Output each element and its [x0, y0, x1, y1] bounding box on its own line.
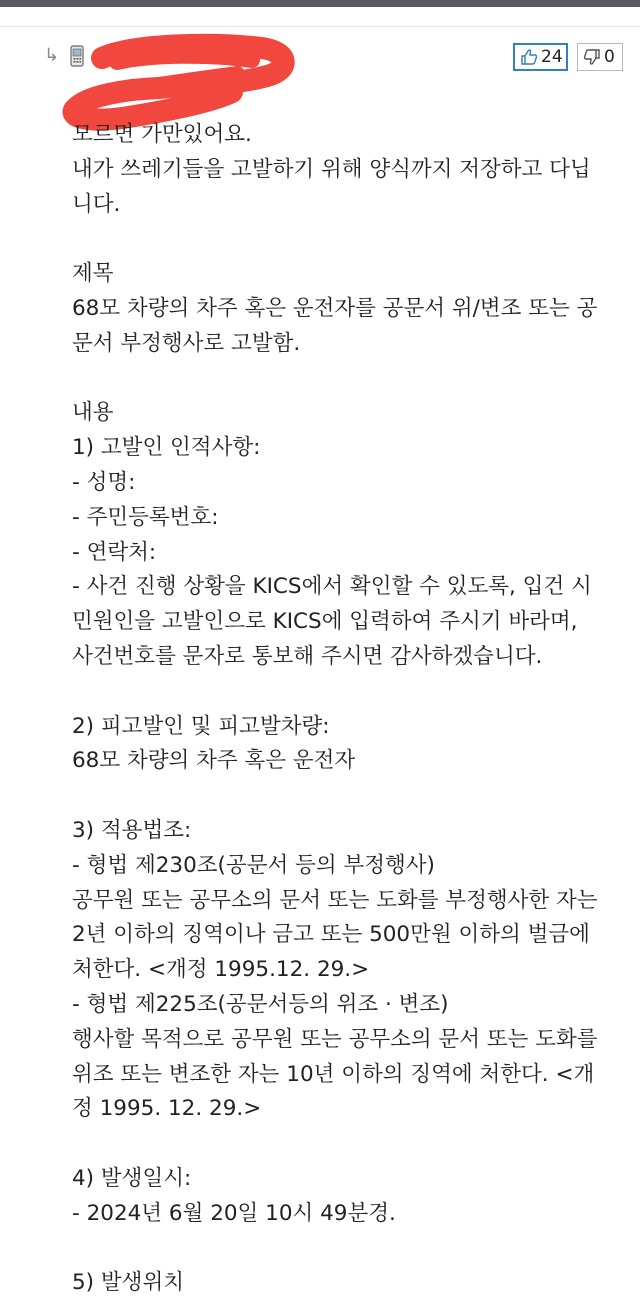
body-line: 5) 발생위치	[72, 1270, 184, 1296]
body-line: 처한다. <개정 1995.12. 29.>	[72, 957, 370, 983]
blank-line	[72, 1232, 632, 1267]
downvote-button[interactable]	[577, 43, 623, 71]
thumbs-down-icon	[583, 48, 601, 66]
body-line: - 성명:	[72, 469, 136, 495]
body-line: 니다.	[72, 191, 121, 217]
blank-line	[72, 675, 632, 710]
body-line: - 2024년 6월 20일 10시 49분경.	[72, 1200, 396, 1226]
upvote-button[interactable]	[513, 43, 568, 71]
blank-line	[72, 1127, 632, 1162]
upvote-count: 24	[541, 47, 563, 67]
body-line: 3) 적용법조:	[72, 817, 192, 843]
body-line: - 주민등록번호:	[72, 504, 219, 530]
body-line: - 연락처:	[72, 539, 157, 565]
body-line: 행사할 목적으로 공무원 또는 공무소의 문서 또는 도화를	[72, 1026, 598, 1052]
body-line: 68모 차량의 차주 혹은 운전자	[72, 748, 356, 774]
body-line: 문서 부정행사로 고발함.	[72, 330, 301, 356]
body-line: 모르면 가만있어요.	[72, 122, 252, 147]
reply-arrow-icon: ↳	[44, 45, 60, 66]
body-line: 1) 고발인 인적사항:	[72, 435, 261, 461]
body-line: 2) 피고발인 및 피고발차량:	[72, 713, 330, 739]
blank-line	[72, 779, 632, 814]
body-line: 4) 발생일시:	[72, 1165, 192, 1191]
blank-line	[72, 222, 632, 257]
body-line: 내가 쓰레기들을 고발하기 위해 양식까지 저장하고 다닙	[72, 156, 591, 182]
body-line: - 형법 제230조(공문서 등의 부정행사)	[72, 852, 435, 878]
body-line: 68모 차량의 차주 혹은 운전자를 공문서 위/변조 또는 공	[72, 295, 598, 321]
body-line: - 형법 제225조(공문서등의 위조 · 변조)	[72, 991, 449, 1017]
body-line: 민원인을 고발인으로 KICS에 입력하여 주시기 바라며,	[72, 609, 578, 635]
body-line: 내용	[72, 400, 114, 426]
body-line: 위조 또는 변조한 자는 10년 이하의 징역에 처한다. <개	[72, 1061, 595, 1087]
body-line: 제목	[72, 261, 114, 287]
body-line: 사건번호를 문자로 통보해 주시면 감사하겠습니다.	[72, 643, 543, 669]
post-body	[72, 118, 632, 1301]
body-line: 정 1995. 12. 29.>	[72, 1096, 262, 1122]
body-line: 2년 이하의 징역이나 금고 또는 500만원 이하의 벌금에	[72, 922, 590, 948]
blank-line	[72, 362, 632, 397]
body-line: 공무원 또는 공무소의 문서 또는 도화를 부정행사한 자는	[72, 887, 598, 913]
downvote-count: 0	[604, 47, 615, 67]
thumbs-up-icon	[520, 48, 538, 66]
redaction-scribble	[62, 40, 292, 124]
divider	[0, 26, 640, 27]
body-line: - 사건 진행 상황을 KICS에서 확인할 수 있도록, 입건 시	[72, 574, 592, 600]
top-bar	[0, 0, 640, 7]
